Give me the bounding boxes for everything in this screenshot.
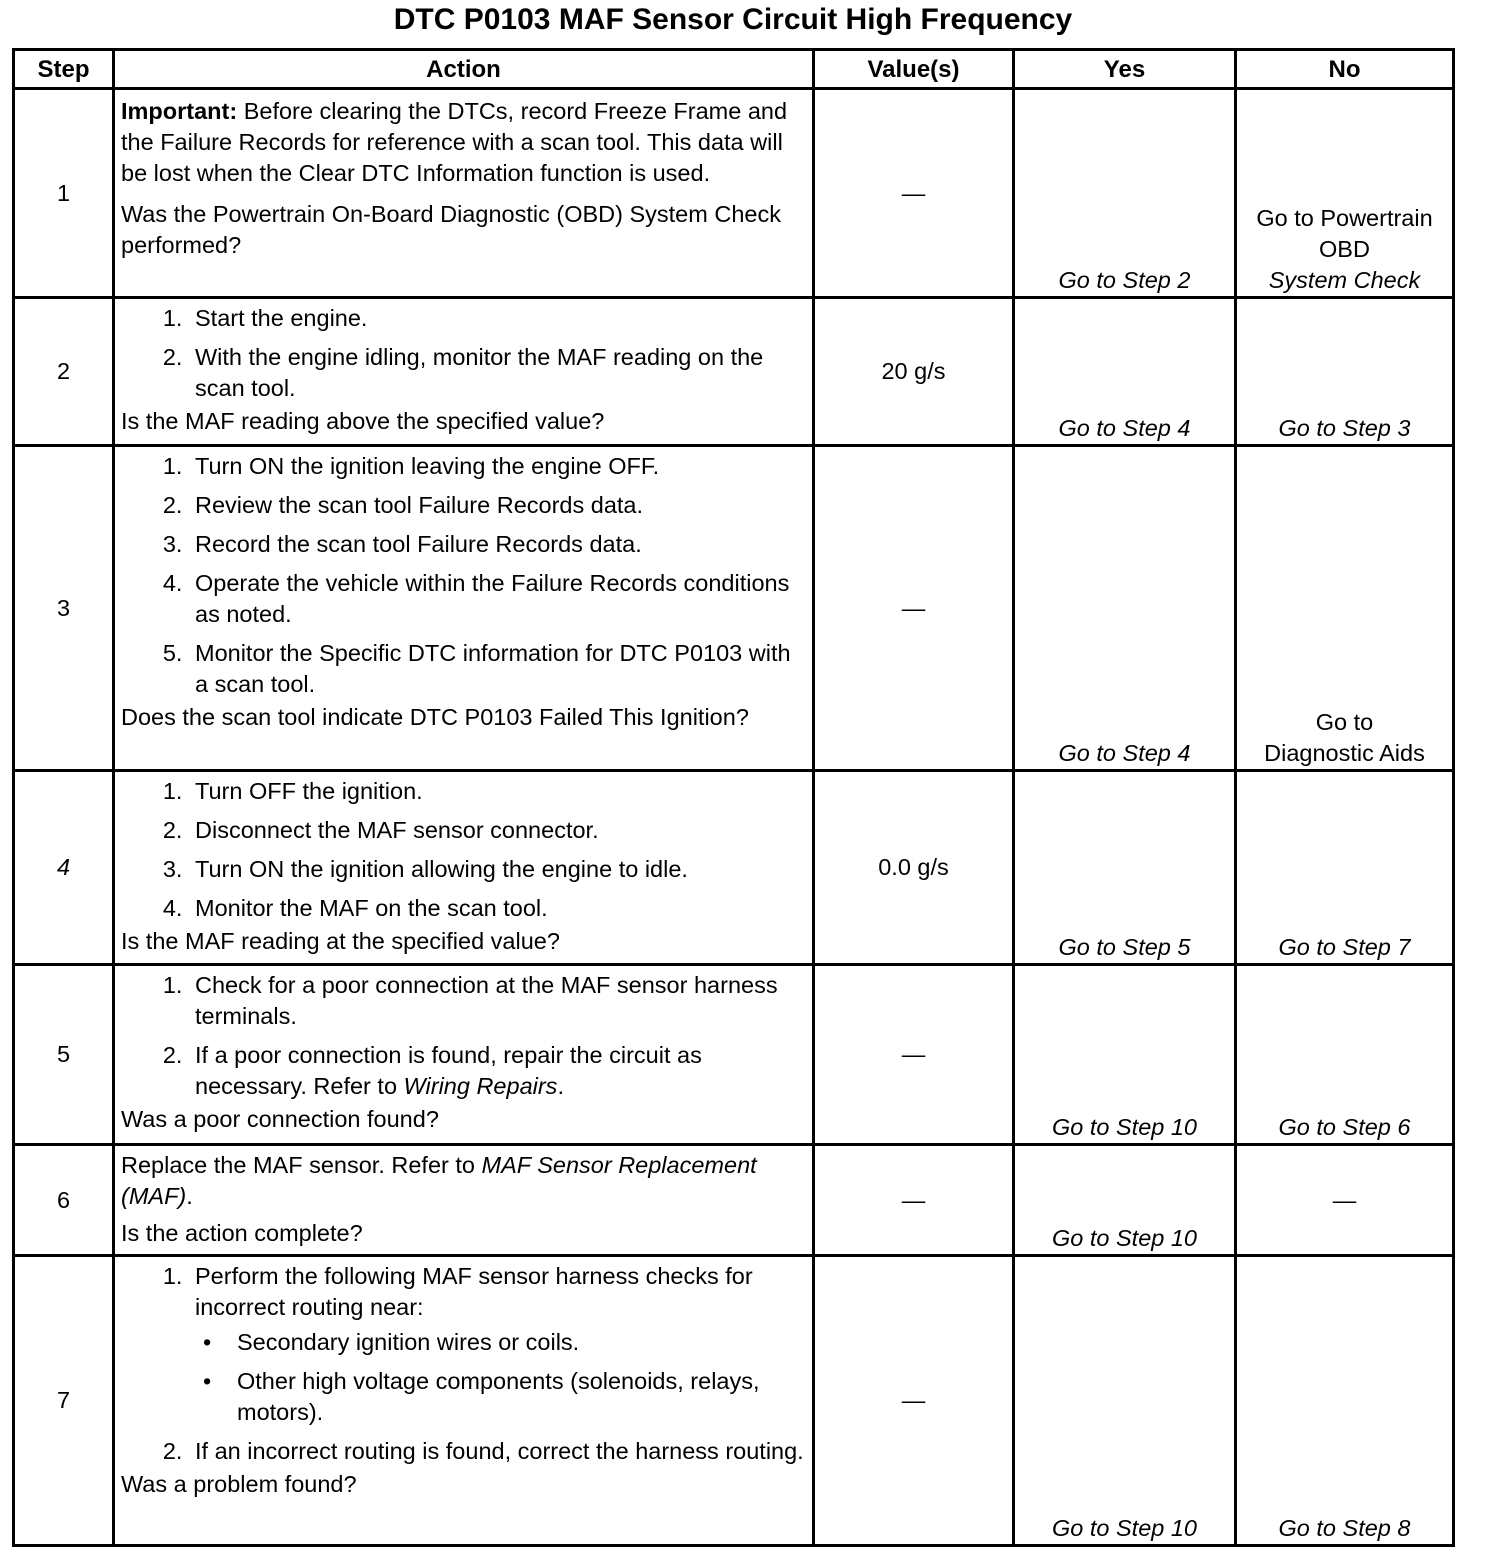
header-no: No	[1236, 50, 1454, 89]
action-item: 3. Turn ON the ignition allowing the engine to idle.	[189, 854, 806, 885]
table-row	[14, 446, 1454, 771]
header-step: Step	[14, 50, 114, 89]
value-cell: —	[814, 1145, 1014, 1256]
value-cell: —	[814, 965, 1014, 1145]
value-cell: —	[814, 1256, 1014, 1546]
question-text: Was a problem found?	[121, 1471, 357, 1497]
table-row	[14, 965, 1454, 1145]
header-yes: Yes	[1014, 50, 1236, 89]
action-item: 1. Turn OFF the ignition.	[189, 776, 806, 807]
action-list	[121, 451, 806, 700]
action-cell	[114, 89, 814, 298]
table-row	[14, 89, 1454, 298]
action-text: Replace the MAF sensor. Refer to	[121, 1152, 475, 1178]
no-link-ref: System Check	[1268, 267, 1421, 293]
table-row	[14, 298, 1454, 446]
question-text: Is the MAF reading at the specified value?	[121, 928, 560, 954]
value-cell: 0.0 g/s	[814, 771, 1014, 965]
bullet-list	[195, 1327, 806, 1428]
no-link-prefix: Go to Powertrain OBD	[1256, 205, 1433, 262]
header-values: Value(s)	[814, 50, 1014, 89]
action-cell	[114, 1256, 814, 1546]
no-cell: Go to Step 6	[1236, 965, 1454, 1145]
action-item: 2. With the engine idling, monitor the MAF reading on the scan tool.	[189, 342, 806, 404]
action-list	[121, 303, 806, 404]
action-item: 2. If an incorrect routing is found, correct the harness routing.	[189, 1436, 806, 1467]
no-cell: Go to Step 7	[1236, 771, 1454, 965]
yes-cell: Go to Step 10	[1014, 1256, 1236, 1546]
value-cell: 20 g/s	[814, 298, 1014, 446]
action-cell	[114, 446, 814, 771]
table-row	[14, 771, 1454, 965]
action-item: 2. Review the scan tool Failure Records data.	[189, 490, 806, 521]
bullet-item: • Secondary ignition wires or coils.	[231, 1327, 806, 1358]
action-cell	[114, 965, 814, 1145]
no-cell	[1236, 446, 1454, 771]
no-link-prefix: Go to	[1315, 709, 1374, 735]
action-list	[121, 1261, 806, 1467]
action-item: 1. Turn ON the ignition leaving the engine OFF.	[189, 451, 806, 482]
step-number: 3	[14, 446, 114, 771]
step-number: 1	[14, 89, 114, 298]
maf-replacement-ref: MAF Sensor Replacement (MAF)	[121, 1152, 757, 1209]
no-link-ref: Diagnostic Aids	[1264, 740, 1425, 766]
yes-cell: Go to Step 10	[1014, 1145, 1236, 1256]
action-text: If a poor connection is found, repair the circuit as necessary. Refer to	[195, 1042, 702, 1099]
important-label: Important:	[121, 98, 238, 124]
action-item: 4. Monitor the MAF on the scan tool.	[189, 893, 806, 924]
action-item: 1. Start the engine.	[189, 303, 806, 334]
header-action: Action	[114, 50, 814, 89]
no-cell: Go to Step 3	[1236, 298, 1454, 446]
question-text: Was the Powertrain On-Board Diagnostic (OBD) System Check performed?	[121, 201, 781, 258]
action-item: 3. Record the scan tool Failure Records data.	[189, 529, 806, 560]
important-note	[121, 96, 806, 189]
action-cell	[114, 1145, 814, 1256]
action-item: 1. Check for a poor connection at the MAF sensor harness terminals.	[189, 970, 806, 1032]
value-cell: —	[814, 446, 1014, 771]
page-title: DTC P0103 MAF Sensor Circuit High Frequency	[393, 3, 1073, 36]
action-item: 2. Disconnect the MAF sensor connector.	[189, 815, 806, 846]
header-row	[14, 50, 1454, 89]
action-item: 4. Operate the vehicle within the Failure Records conditions as noted.	[189, 568, 806, 630]
action-item	[189, 1261, 806, 1428]
no-cell: Go to Step 8	[1236, 1256, 1454, 1546]
yes-cell: Go to Step 10	[1014, 965, 1236, 1145]
action-list	[121, 970, 806, 1102]
action-list	[121, 776, 806, 924]
action-cell	[114, 298, 814, 446]
yes-cell: Go to Step 2	[1014, 89, 1236, 298]
diagnostic-table	[12, 48, 1455, 1547]
table-row	[14, 1256, 1454, 1546]
yes-cell: Go to Step 5	[1014, 771, 1236, 965]
action-item: 5. Monitor the Specific DTC information for DTC P0103 with a scan tool.	[189, 638, 806, 700]
bullet-item: • Other high voltage components (solenoids, relays, motors).	[231, 1366, 806, 1428]
table-row	[14, 1145, 1454, 1256]
no-cell	[1236, 89, 1454, 298]
action-item: 2. If a poor connection is found, repair the circuit as necessary. Refer to Wiring Repairs.	[189, 1040, 806, 1102]
step-number: 4	[14, 771, 114, 965]
step-number: 6	[14, 1145, 114, 1256]
no-cell: —	[1236, 1145, 1454, 1256]
wiring-repairs-ref: Wiring Repairs	[403, 1073, 558, 1099]
question-text: Is the MAF reading above the specified value?	[121, 408, 605, 434]
action-text: Perform the following MAF sensor harness checks for incorrect routing near:	[195, 1263, 753, 1320]
question-text: Is the action complete?	[121, 1220, 363, 1246]
step-number: 2	[14, 298, 114, 446]
step-number: 7	[14, 1256, 114, 1546]
yes-cell: Go to Step 4	[1014, 298, 1236, 446]
question-text: Does the scan tool indicate DTC P0103 Failed This Ignition?	[121, 704, 749, 730]
action-paragraph: Replace the MAF sensor. Refer to MAF Sensor Replacement (MAF).	[121, 1152, 757, 1209]
step-number: 5	[14, 965, 114, 1145]
action-cell	[114, 771, 814, 965]
important-text: Before clearing the DTCs, record Freeze Frame and the Failure Records for reference with a scan tool. This data will be lost when the Clear DTC Information function is used.	[121, 98, 788, 186]
yes-cell: Go to Step 4	[1014, 446, 1236, 771]
value-cell: —	[814, 89, 1014, 298]
question-text: Was a poor connection found?	[121, 1106, 439, 1132]
